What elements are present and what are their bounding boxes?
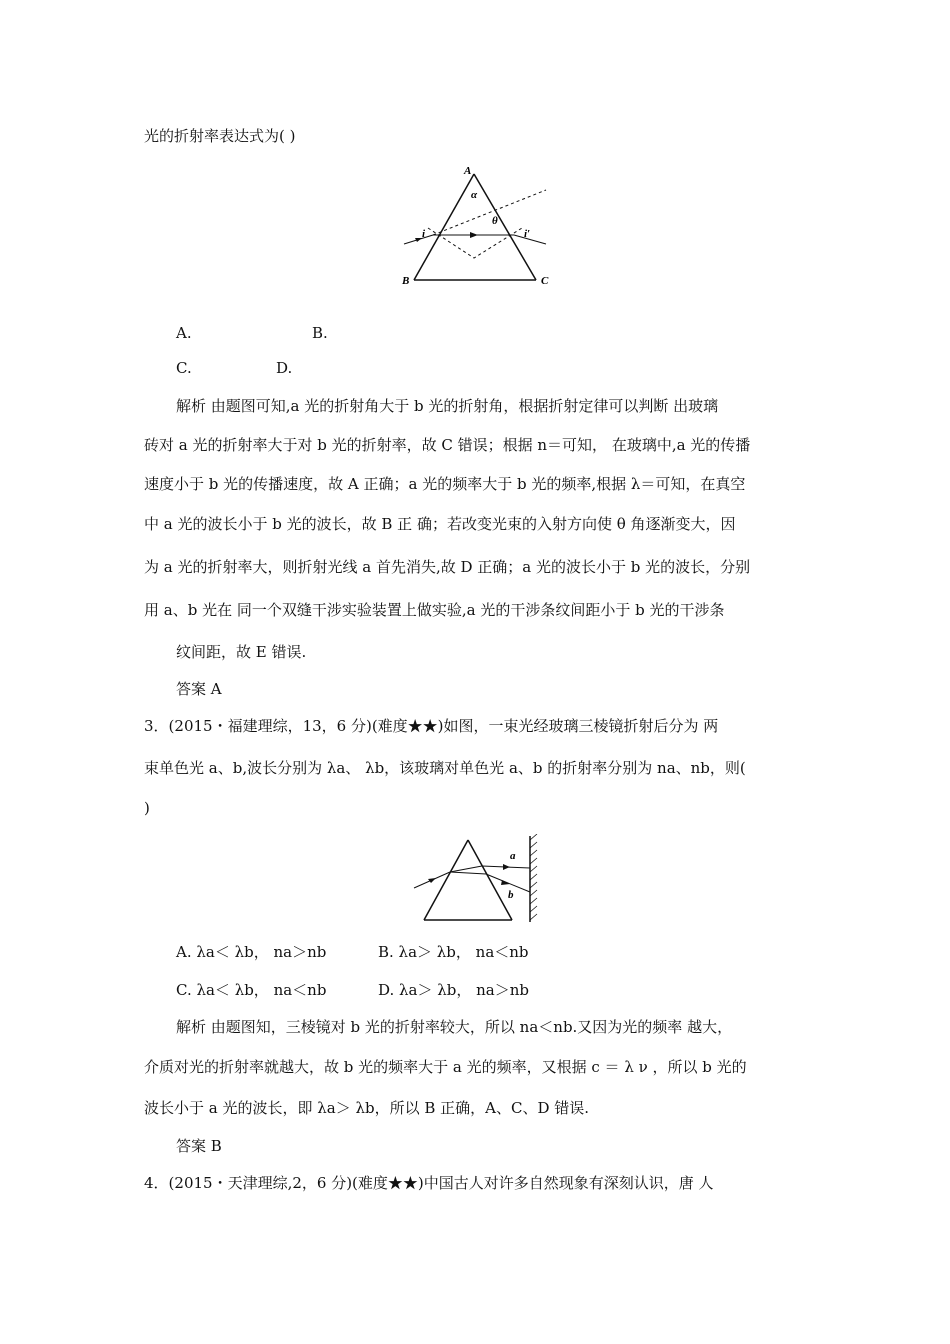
q2-option-b: B. <box>312 324 328 342</box>
screen-hatching <box>530 834 537 920</box>
refracted-ray-arrow <box>470 232 478 238</box>
q3-answer: 答案 B <box>176 1137 222 1155</box>
ray-b-arrow <box>501 880 510 885</box>
q2-explanation-line-3: 速度小于 b 光的传播速度，故 A 正确；a 光的频率大于 b 光的频率,根据 λ＝可知，在真空 <box>144 475 746 493</box>
emergence-angle-label: i′ <box>524 228 531 240</box>
q2-explanation-line-4: 中 a 光的波长小于 b 光的波长，故 B 正 确；若改变光束的入射方向使 θ 角逐渐变大，因 <box>144 515 736 533</box>
q2-explanation-line-6: 用 a、b 光在 同一个双缝干涉实验装置上做实验,a 光的干涉条纹间距小于 b 光的干涉条 <box>144 601 725 619</box>
vertex-a-label: A <box>464 165 472 177</box>
q3-option-c: C. λa＜ λb， na＜nb <box>176 981 327 999</box>
prism-2-triangle <box>424 840 512 920</box>
q2-option-c: C. <box>176 359 192 377</box>
q2-explanation-line-2: 砖对 a 光的折射率大于对 b 光的折射率，故 C 错误；根据 n＝可知， 在玻璃中,a 光的传播 <box>144 436 751 454</box>
q3-stem-line-1: 3．(2015・福建理综，13，6 分)(难度★★)如图，一束光经玻璃三棱镜折射后分为 两 <box>144 717 719 735</box>
vertex-c-label: C <box>541 275 549 287</box>
incidence-angle-label: i <box>422 228 426 240</box>
q3-stem-line-2: 束单色光 a、b,波长分别为 λa、 λb，该玻璃对单色光 a、b 的折射率分别为 na、nb，则( <box>144 759 746 777</box>
prism-diagram-2 <box>410 834 550 926</box>
q3-explanation-line-3: 波长小于 a 光的波长，即 λa＞ λb，所以 B 正确，A、C、D 错误. <box>144 1099 590 1117</box>
q3-explanation-line-2: 介质对光的折射率就越大，故 b 光的频率大于 a 光的频率，又根据 c ＝ λ ν ，所以 b 光的 <box>144 1058 747 1076</box>
q2-answer: 答案 A <box>176 680 222 698</box>
ray-a-label: a <box>510 850 516 862</box>
q3-stem-line-3: ) <box>144 799 150 817</box>
incident-ray-arrow <box>415 238 422 242</box>
q2-explanation-line-5: 为 a 光的折射率大，则折射光线 a 首先消失,故 D 正确；a 光的波长小于 b 光的波长，分别 <box>144 558 751 576</box>
inner-beam <box>450 866 482 872</box>
ray-b-label: b <box>508 889 514 901</box>
theta-label: θ <box>492 215 498 227</box>
q3-option-b: B. λa＞ λb， na＜nb <box>378 943 529 961</box>
q2-option-d: D. <box>276 359 293 377</box>
prism-diagram-1 <box>396 160 566 292</box>
inner-beam-lower <box>450 872 486 874</box>
q3-option-d: D. λa＞ λb， na＞nb <box>378 981 529 999</box>
incident-beam-arrow <box>428 878 436 883</box>
q3-explanation-line-1: 解析 由题图知，三棱镜对 b 光的折射率较大，所以 na＜nb.又因为光的频率 越大， <box>176 1018 733 1036</box>
ray-a-arrow <box>503 864 510 870</box>
q2-explanation-line-1: 解析 由题图可知,a 光的折射角大于 b 光的折射角，根据折射定律可以判断 出玻璃 <box>176 397 719 415</box>
vertex-b-label: B <box>402 275 410 287</box>
alpha-label: α <box>471 189 478 201</box>
q2-option-a: A. <box>176 324 192 342</box>
question-2-stem-tail: 光的折射率表达式为( ) <box>144 127 296 145</box>
q3-option-a: A. λa＜ λb， na＞nb <box>176 943 327 961</box>
q2-explanation-line-7: 纹间距，故 E 错误. <box>176 643 307 661</box>
q4-stem: 4．(2015・天津理综,2，6 分)(难度★★)中国古人对许多自然现象有深刻认识，唐 人 <box>144 1174 714 1192</box>
